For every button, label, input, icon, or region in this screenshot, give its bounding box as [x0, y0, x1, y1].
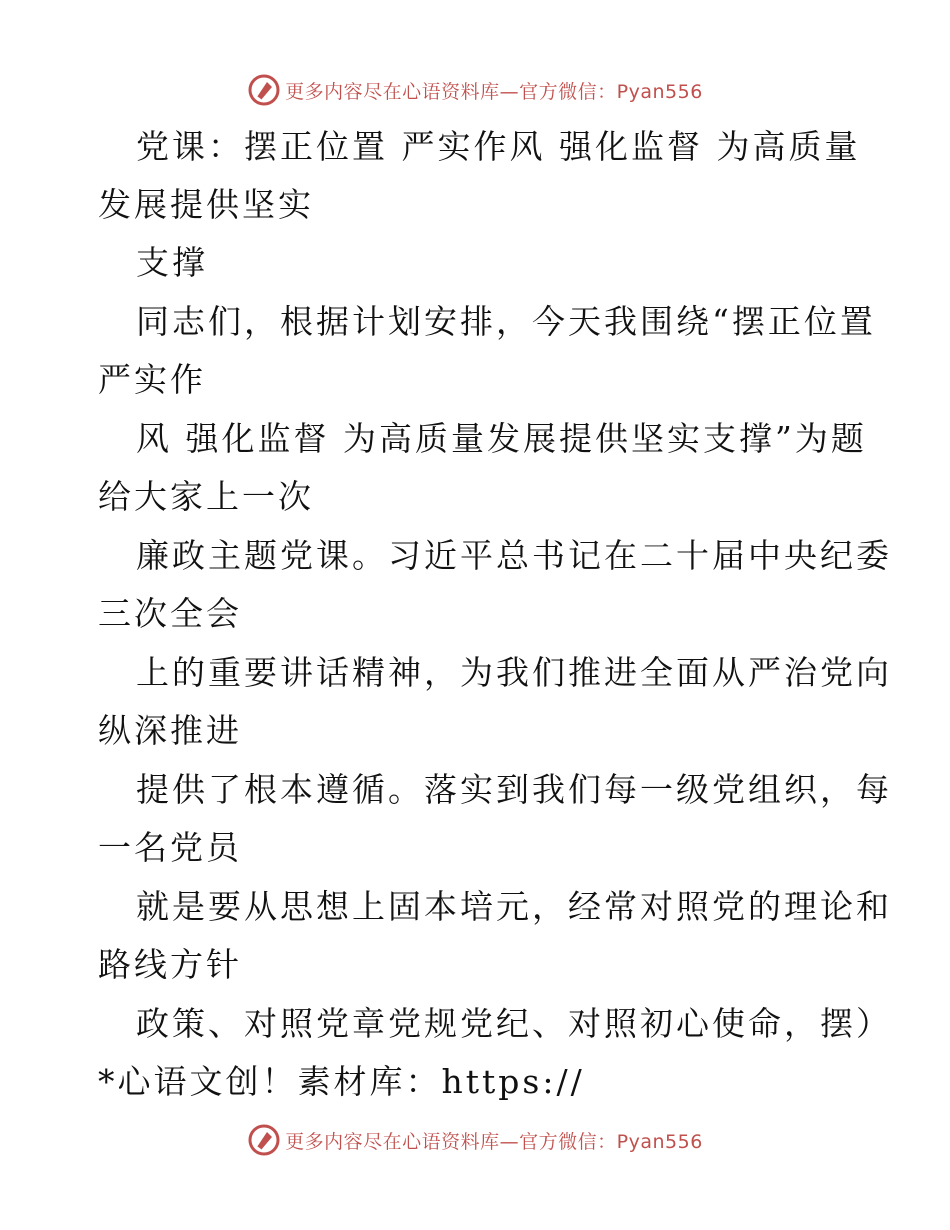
text-line: 就是要从思想上固本培元，经常对照党的理论和 — [136, 887, 892, 926]
footer-watermark-banner — [0, 1120, 950, 1160]
text-line: 上的重要讲话精神，为我们推进全面从严治党向 — [136, 653, 892, 692]
text-line: 廉政主题党课。习近平总书记在二十届中央纪委 — [136, 536, 892, 575]
header-watermark-banner — [0, 70, 950, 110]
text-line: 发展提供坚实 — [98, 185, 314, 224]
pen-nib-circle-icon — [247, 73, 281, 107]
text-line: *心语文创！素材库：https:// — [98, 1062, 585, 1101]
text-line: 纵深推进 — [98, 711, 242, 750]
header-banner-text: 更多内容尽在心语资料库—官方微信：Pyan556 — [285, 80, 703, 103]
text-line: 严实作 — [98, 360, 206, 399]
text-line: 三次全会 — [98, 594, 242, 633]
text-line: 支撑 — [136, 243, 208, 282]
text-line: 同志们，根据计划安排，今天我围绕“摆正位置 — [136, 302, 876, 341]
footer-banner-text: 更多内容尽在心语资料库—官方微信：Pyan556 — [285, 1130, 703, 1153]
text-line: 政策、对照党章党规党纪、对照初心使命，摆） — [136, 1004, 892, 1043]
text-line: 路线方针 — [98, 945, 242, 984]
pen-nib-circle-icon — [247, 1123, 281, 1157]
text-line: 提供了根本遵循。落实到我们每一级党组织，每 — [136, 770, 892, 809]
text-line: 风 强化监督 为高质量发展提供坚实支撑”为题 — [136, 419, 867, 458]
text-line: 给大家上一次 — [98, 477, 314, 516]
text-line: 党课：摆正位置 严实作风 强化监督 为高质量 — [136, 127, 861, 166]
text-line: 一名党员 — [98, 828, 242, 867]
